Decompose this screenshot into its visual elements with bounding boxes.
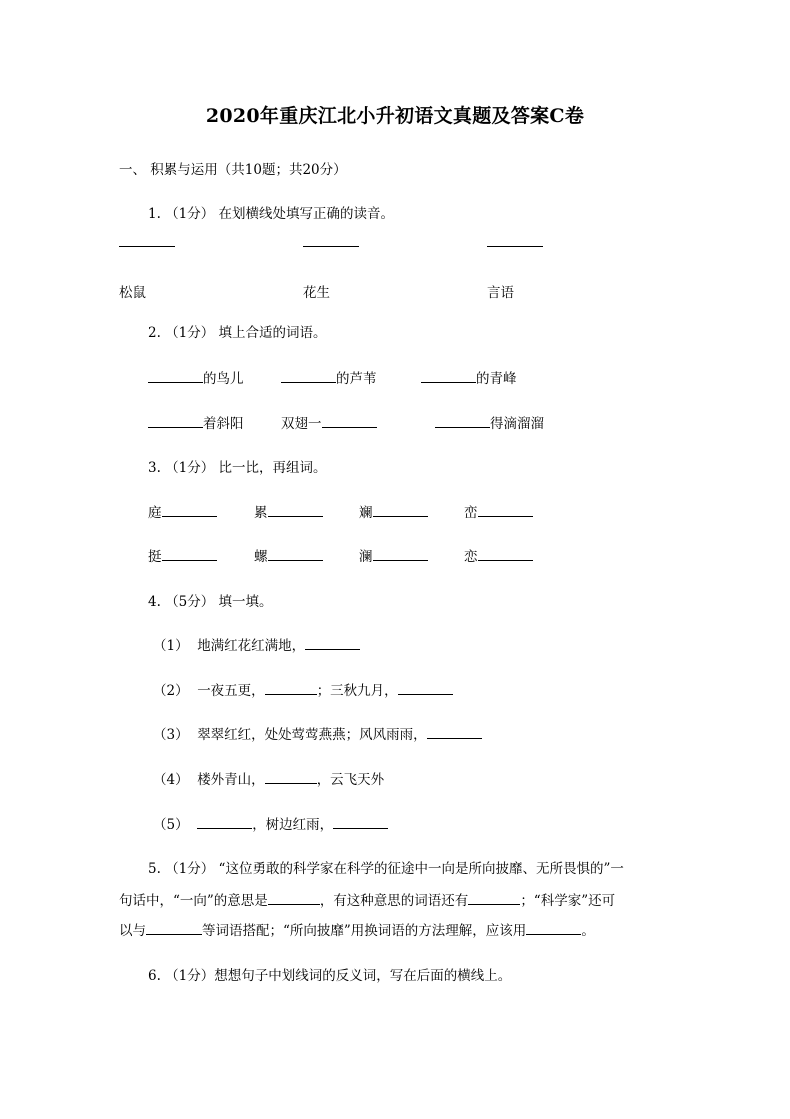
q3-item: 恋 <box>464 545 533 565</box>
question-3-header: 3. （1分） 比一比，再组词。 <box>148 460 327 476</box>
q3-blank[interactable] <box>478 546 533 561</box>
q3-blank[interactable] <box>162 502 217 517</box>
q2-blank[interactable] <box>421 368 476 383</box>
q2-blank[interactable] <box>281 368 336 383</box>
question-4-header: 4. （5分） 填一填。 <box>148 594 273 610</box>
page-title: 2020年重庆江北小升初语文真题及答案C卷 <box>205 105 585 127</box>
q3-item: 累 <box>254 501 323 521</box>
question-5-line-1: 5. （1分） “这位勇敢的科学家在科学的征途中一向是所向披靡、无所畏惧的”一 <box>148 861 624 877</box>
q3-item: 螺 <box>254 545 323 565</box>
q1-blank-3[interactable] <box>487 246 543 247</box>
q3-blank[interactable] <box>373 502 428 517</box>
q3-item: 庭 <box>148 501 217 521</box>
section-heading: 一、 积累与运用（共10题；共20分） <box>119 162 347 178</box>
question-5-line-3: 以与 等词语搭配；“所向披靡”用换词语的方法理解，应该用 。 <box>119 919 595 939</box>
q4-item-3: （3） 翠翠红红，处处莺莺燕燕；风风雨雨， <box>153 723 482 743</box>
q4-item-4: （4） 楼外青山， ，云飞天外 <box>153 768 384 788</box>
q4-item-5: （5） ，树边红雨， <box>153 813 388 833</box>
q1-blank-2[interactable] <box>303 246 359 247</box>
q4-item-2: （2） 一夜五更， ；三秋九月， <box>153 679 453 699</box>
q2-blank[interactable] <box>322 413 377 428</box>
question-5-line-2: 句话中，“一向”的意思是 ，有这种意思的词语还有 ；“科学家”还可 <box>119 889 615 909</box>
q2-item: 得滴溜溜 <box>435 412 544 432</box>
q3-blank[interactable] <box>162 546 217 561</box>
q5-blank[interactable] <box>526 920 581 935</box>
q2-blank[interactable] <box>148 368 203 383</box>
q4-blank[interactable] <box>398 680 453 695</box>
q3-item: 峦 <box>464 501 533 521</box>
q4-blank[interactable] <box>265 769 317 784</box>
q4-blank[interactable] <box>333 814 388 829</box>
question-2-header: 2. （1分） 填上合适的词语。 <box>148 325 327 341</box>
q3-blank[interactable] <box>373 546 428 561</box>
q1-blank-1[interactable] <box>119 246 175 247</box>
q2-item: 的青峰 <box>421 367 517 387</box>
q2-blank[interactable] <box>148 413 203 428</box>
q5-blank[interactable] <box>146 920 202 935</box>
question-1-header: 1. （1分） 在划横线处填写正确的读音。 <box>148 206 395 222</box>
question-6-header: 6. （1分）想想句子中划线词的反义词，写在后面的横线上。 <box>148 968 512 984</box>
q3-item: 斓 <box>359 501 428 521</box>
q3-item: 澜 <box>359 545 428 565</box>
q4-blank[interactable] <box>305 635 360 650</box>
q3-blank[interactable] <box>268 546 323 561</box>
q5-blank[interactable] <box>268 890 320 905</box>
q2-item: 的鸟儿 <box>148 367 244 387</box>
q4-blank[interactable] <box>265 680 317 695</box>
q5-blank[interactable] <box>468 890 520 905</box>
q1-word-3: 言语 <box>487 285 514 301</box>
q3-item: 挺 <box>148 545 217 565</box>
q3-blank[interactable] <box>478 502 533 517</box>
q2-item: 着斜阳 <box>148 412 244 432</box>
q4-item-1: （1） 地满红花红满地， <box>153 634 360 654</box>
q4-blank[interactable] <box>197 814 252 829</box>
q4-blank[interactable] <box>427 724 482 739</box>
q2-item: 的芦苇 <box>281 367 377 387</box>
q2-blank[interactable] <box>435 413 490 428</box>
q2-item: 双翅一 <box>281 412 377 432</box>
q1-word-1: 松鼠 <box>119 285 146 301</box>
q3-blank[interactable] <box>268 502 323 517</box>
q1-word-2: 花生 <box>303 285 330 301</box>
